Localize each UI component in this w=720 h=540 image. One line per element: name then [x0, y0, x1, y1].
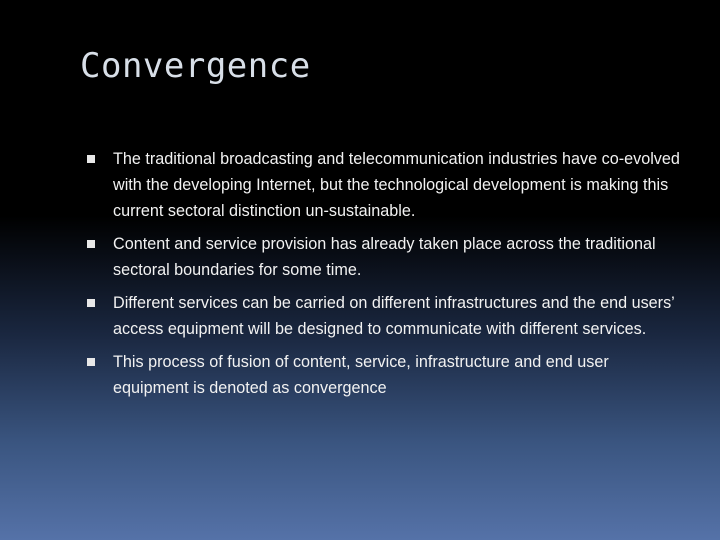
- bullet-text: The traditional broadcasting and telecommunication industries have co-evolved with the developing Internet, but the technological development is making this current sectoral distinction un-sustainable.: [113, 150, 680, 220]
- square-bullet-icon: [87, 240, 95, 248]
- bullet-item: [87, 349, 687, 401]
- square-bullet-icon: [87, 358, 95, 366]
- bullet-item: [87, 146, 687, 224]
- slide-title: Convergence: [80, 46, 311, 86]
- bullet-item: [87, 231, 687, 283]
- square-bullet-icon: [87, 155, 95, 163]
- square-bullet-icon: [87, 299, 95, 307]
- bullet-text: Different services can be carried on different infrastructures and the end users’ access equipment will be designed to communicate with different services.: [113, 294, 675, 338]
- bullet-text: Content and service provision has already taken place across the traditional sectoral boundaries for some time.: [113, 235, 656, 279]
- bullet-text: This process of fusion of content, service, infrastructure and end user equipment is denoted as convergence: [113, 353, 609, 397]
- bullet-list: [87, 146, 687, 408]
- bullet-item: [87, 290, 687, 342]
